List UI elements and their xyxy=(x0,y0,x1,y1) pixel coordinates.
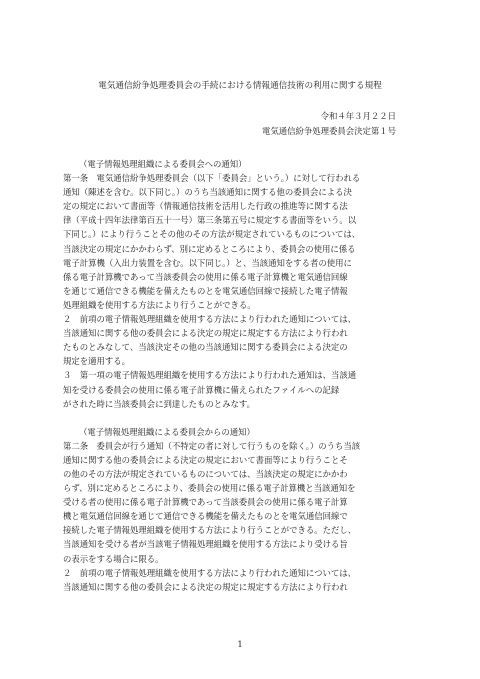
text-line: 当該決定の規定にかかわらず、別に定めるところにより、委員会の使用に係る xyxy=(63,243,356,254)
article-1-paragraph-3 xyxy=(63,368,419,410)
text-line: の他のその方法が規定されているものについては、当該決定の規定にかかわ xyxy=(63,468,348,479)
article-2-heading: （電子情報処理組織による委員会からの通知） xyxy=(79,426,255,437)
decision-number: 電気通信紛争処理委員会決定第１号 xyxy=(262,126,396,136)
text-line: 通知（陳述を含む。以下同じ。）のうち当該通知に関する他の委員会による決 xyxy=(63,187,352,198)
text-line: ３ 第一項の電子情報処理組織を使用する方法により行われた通知は、当該通 xyxy=(63,370,357,381)
article-1-paragraph-2 xyxy=(63,312,419,368)
text-line: 定の規定において書面等（情報通信技術を活用した行政の推進等に関する法 xyxy=(63,201,348,212)
article-1-paragraph-1 xyxy=(63,171,419,312)
text-line: 律（平成十四年法律第百五十一号）第三条第五号に規定する書面等をいう。以 xyxy=(63,215,357,226)
text-line: たものとみなして、当該決定その他の当該通知に関する委員会による決定の xyxy=(63,342,348,353)
text-line: 処理組織を使用する方法により行うことができる。 xyxy=(63,299,256,310)
text-line: 係る電子計算機であって当該委員会の使用に係る電子計算機と電気通信回線 xyxy=(63,271,348,282)
text-line: 当該通知に関する他の委員会による決定の規定に規定する方法により行われ xyxy=(63,328,348,339)
text-line: 機と電気通信回線を通じて通信できる機能を備えたものとを電気通信回線で xyxy=(63,511,348,522)
text-line: 知を受ける委員会の使用に係る電子計算機に備えられたファイルへの記録 xyxy=(63,384,340,395)
document-body xyxy=(63,157,419,594)
text-line: 当該通知を受ける者が当該電子情報処理組織を使用する方法により受ける旨 xyxy=(63,539,348,550)
text-line: らず、別に定めるところにより、委員会の使用に係る電子計算機と当該通知を xyxy=(63,483,356,494)
text-line: 第二条 委員会が行う通知（不特定の者に対して行うものを除く。）のうち当該 xyxy=(63,440,361,451)
article-1-heading: （電子情報処理組織による委員会への通知） xyxy=(79,159,247,169)
text-line: の表示をする場合に限る。 xyxy=(63,553,164,564)
text-line: 当該通知に関する他の委員会による決定の規定に規定する方法により行われ xyxy=(63,581,348,592)
text-line: 電子計算機（入出力装置を含む。以下同じ。）と、当該通知をする者の使用に xyxy=(63,257,352,268)
text-line: 下同じ。）により行うことその他のその方法が規定されているものについては、 xyxy=(63,229,361,240)
document-date: 令和４年３月２２日 xyxy=(320,111,396,121)
document-title: 電気通信紛争処理委員会の手続における情報通信技術の利用に関する規程 xyxy=(98,81,382,91)
text-line: 第一条 電気通信紛争処理委員会（以下「委員会」という。）に対して行われる xyxy=(63,173,361,184)
text-line: がされた時に当該委員会に到達したものとみなす。 xyxy=(63,398,255,409)
article-2-paragraph-2 xyxy=(63,566,419,594)
text-line: 受ける者の使用に係る電子計算機であって当該委員会の使用に係る電子計算 xyxy=(63,497,348,508)
page-number: 1 xyxy=(237,639,243,649)
text-line: を通じて通信できる機能を備えたものとを電気通信回線で接続した電子情報 xyxy=(63,285,348,296)
text-line: 通知に関する他の委員会による決定の規定において書面等により行うことそ xyxy=(63,454,348,465)
text-line: 接続した電子情報処理組織を使用する方法により行うことができる。ただし、 xyxy=(63,525,357,536)
text-line: ２ 前項の電子情報処理組織を使用する方法により行われた通知については、 xyxy=(63,314,356,325)
text-line: 規定を適用する。 xyxy=(63,356,130,367)
text-line: ２ 前項の電子情報処理組織を使用する方法により行われた通知については、 xyxy=(63,567,356,578)
article-2-paragraph-1 xyxy=(63,439,419,566)
section-gap xyxy=(63,411,419,425)
